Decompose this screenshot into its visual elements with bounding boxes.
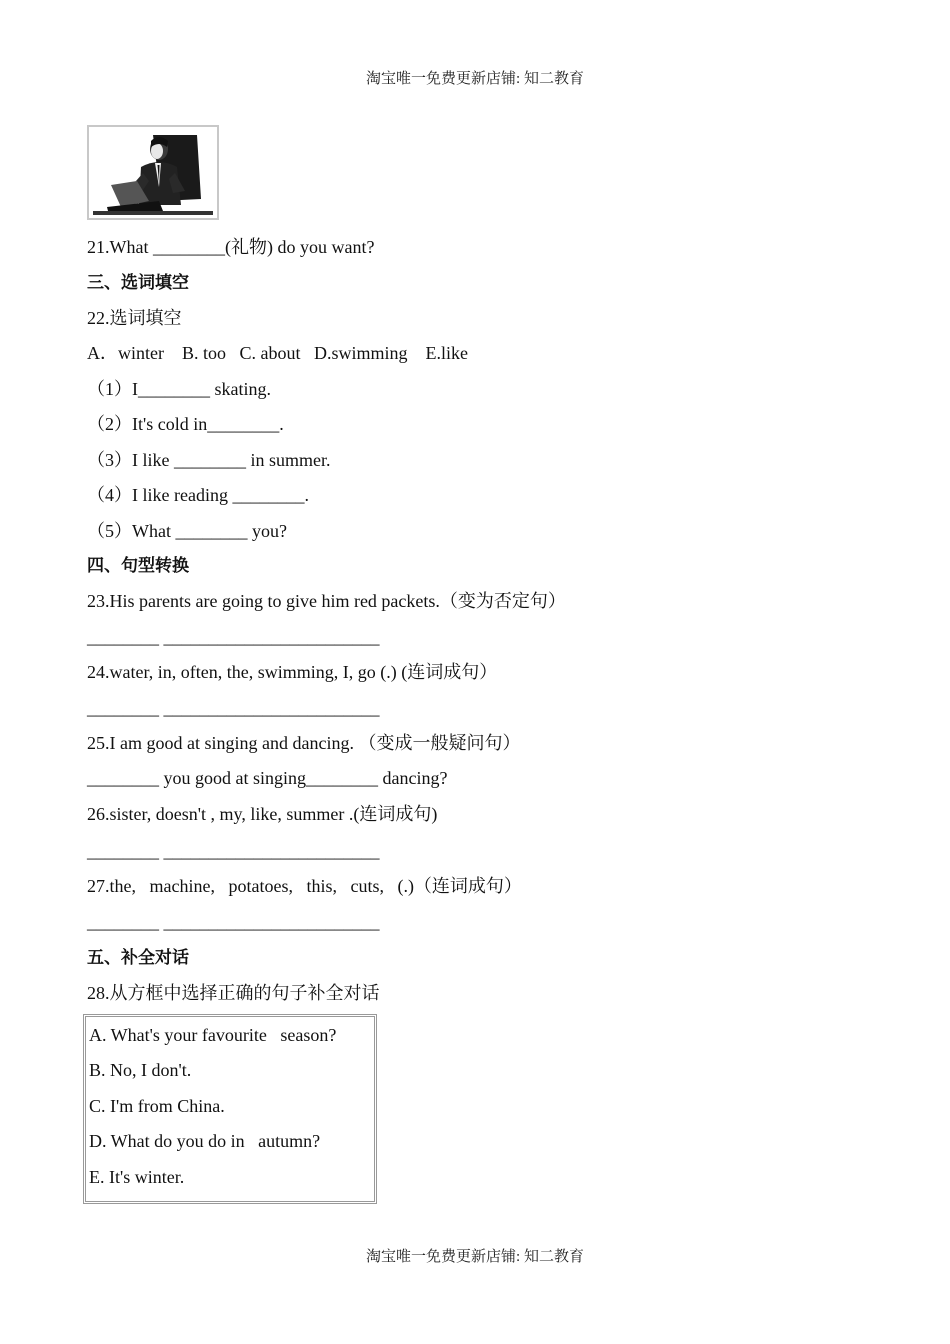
- question-26: 26.sister, doesn't , my, like, summer .(连词成句): [87, 804, 438, 824]
- question-27-answer-line: ________ ________________________: [87, 912, 380, 932]
- page-footer: 淘宝唯一免费更新店铺: 知二教育: [366, 1249, 584, 1265]
- question-22-item-2: （2）It's cold in________.: [87, 414, 284, 434]
- question-21: 21.What ________(礼物) do you want?: [87, 237, 375, 257]
- question-25-answer-line: ________ you good at singing________ dancing?: [87, 768, 448, 788]
- question-26-answer-line: ________ ________________________: [87, 841, 380, 861]
- question-27: 27.the, machine, potatoes, this, cuts, (.)（连词成句）: [87, 876, 522, 896]
- question-23-answer-line: ________ ________________________: [87, 627, 380, 647]
- question-24-answer-line: ________ ________________________: [87, 698, 380, 718]
- question-28-title: 28.从方框中选择正确的句子补全对话: [87, 983, 380, 1003]
- question-22-item-1: （1）I________ skating.: [87, 379, 271, 399]
- question-25: 25.I am good at singing and dancing. （变成一般疑问句）: [87, 733, 521, 753]
- section-3-title: 三、选词填空: [87, 273, 189, 293]
- man-at-computer-picture: [87, 125, 219, 220]
- question-22-item-4: （4）I like reading ________.: [87, 485, 309, 505]
- dialogue-option-b: B. No, I don't.: [89, 1060, 192, 1080]
- man-at-computer-illustration: [89, 127, 217, 218]
- dialogue-option-a: A. What's your favourite season?: [89, 1025, 337, 1045]
- question-22-options: A．winter B. too C. about D.swimming E.like: [87, 343, 468, 363]
- dialogue-options-box: [83, 1014, 377, 1204]
- section-4-title: 四、句型转换: [87, 556, 189, 576]
- question-22-item-5: （5）What ________ you?: [87, 521, 287, 541]
- dialogue-option-d: D. What do you do in autumn?: [89, 1131, 321, 1151]
- question-24: 24.water, in, often, the, swimming, I, go (.) (连词成句）: [87, 662, 498, 682]
- question-22-title: 22.选词填空: [87, 308, 182, 328]
- page-header: 淘宝唯一免费更新店铺: 知二教育: [366, 71, 584, 87]
- dialogue-option-c: C. I'm from China.: [89, 1096, 225, 1116]
- section-5-title: 五、补全对话: [87, 948, 189, 968]
- dialogue-option-e: E. It's winter.: [89, 1167, 185, 1187]
- question-23: 23.His parents are going to give him red packets.（变为否定句）: [87, 591, 566, 611]
- question-22-item-3: （3）I like ________ in summer.: [87, 450, 331, 470]
